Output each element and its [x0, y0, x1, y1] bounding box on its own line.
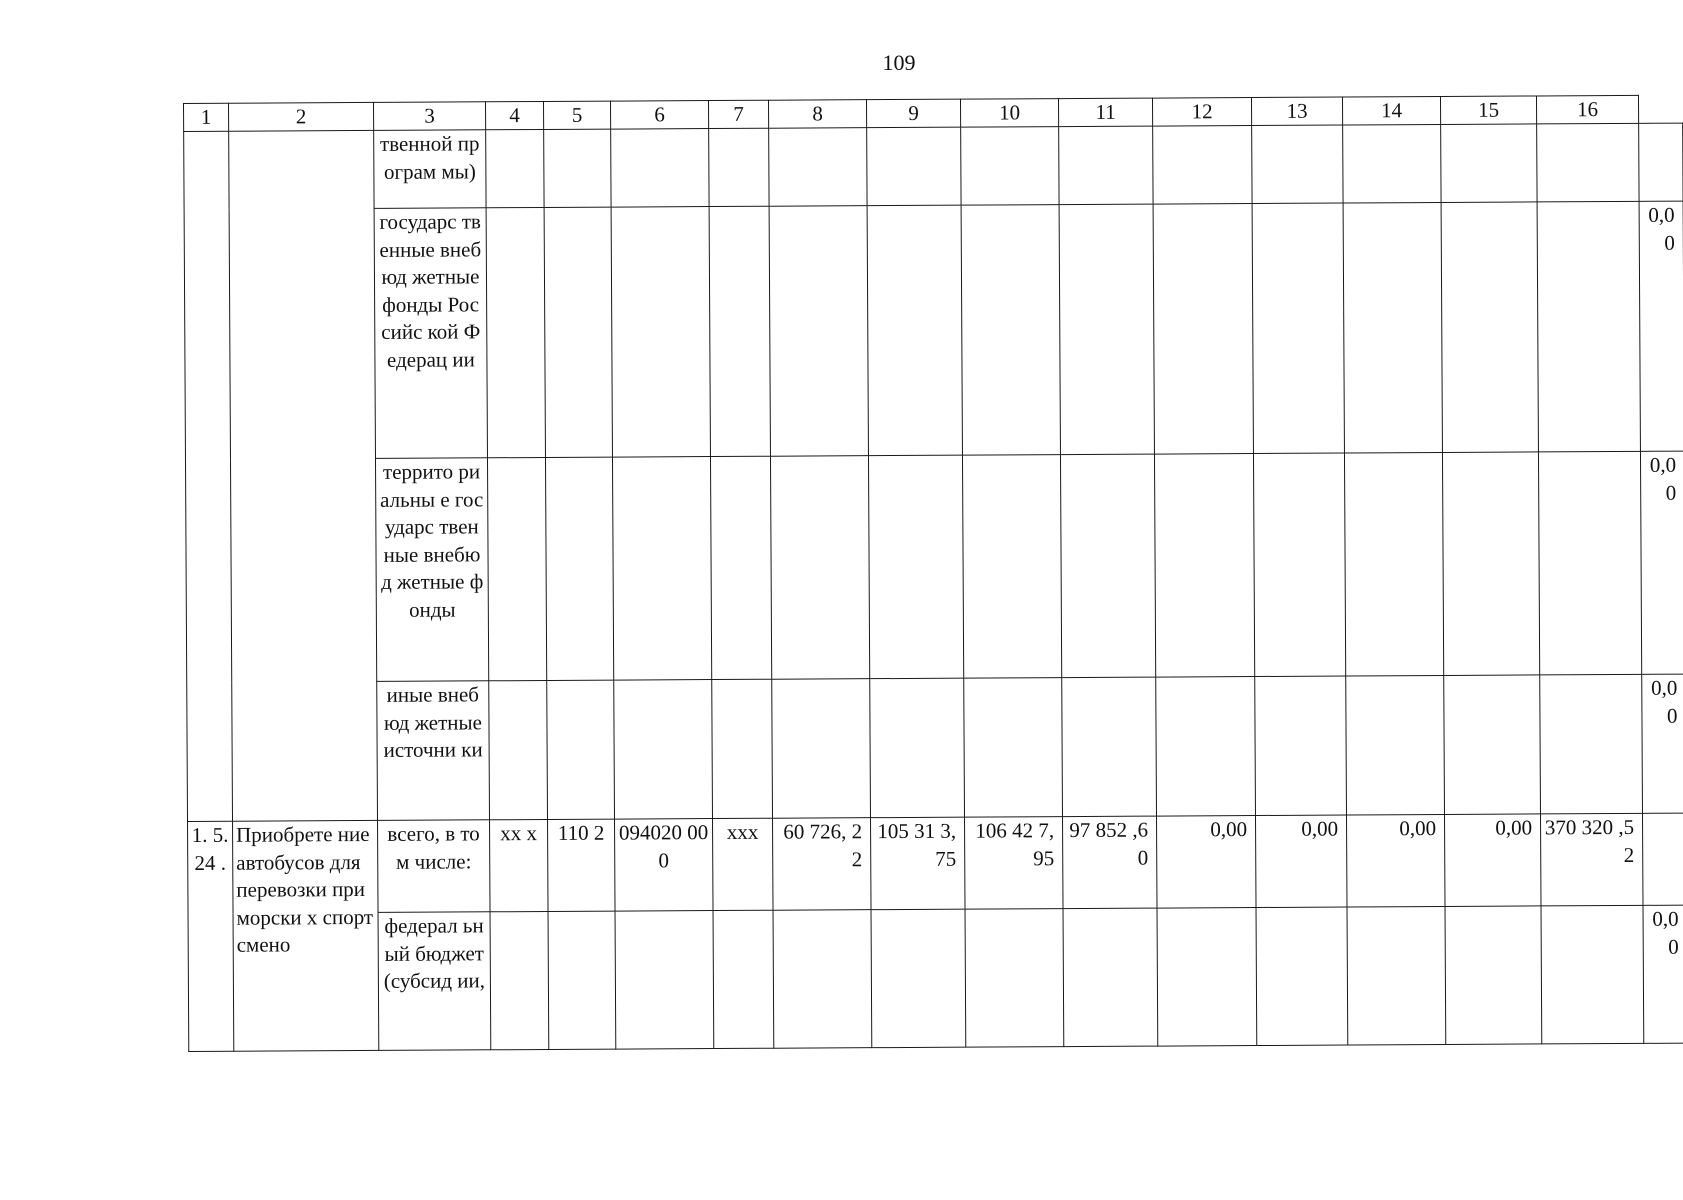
table-cell: [709, 128, 769, 206]
table-cell: [1252, 203, 1344, 454]
table-cell: [961, 127, 1059, 206]
table-cell: [1441, 124, 1537, 203]
table-cell: [1343, 124, 1441, 203]
table-cell: [1541, 905, 1644, 1044]
table-cell: [486, 207, 545, 457]
column-header: 2: [229, 102, 374, 131]
table-cell: [867, 127, 961, 206]
total-cell: 0,00: [1639, 201, 1683, 451]
column-header: 14: [1342, 96, 1440, 125]
funding-source-cell: государс твенные внебюд жетные фонды Российс кой Федерац ии: [374, 208, 487, 459]
table-cell: [868, 455, 963, 679]
table-cell: [1154, 454, 1254, 678]
table-cell: [961, 205, 1060, 456]
table-cell: [1537, 201, 1640, 452]
table-cell: [184, 131, 233, 821]
table-cell: [1540, 674, 1643, 814]
table-cell: [1157, 908, 1257, 1047]
table-row: [188, 905, 1683, 1051]
table-cell: 0,00: [1255, 815, 1347, 908]
table-cell: [612, 457, 711, 681]
funding-source-cell: всего, в том числе:: [378, 820, 491, 913]
funding-source-cell: террито риальны е государс твенные внебюд жетные фонды: [375, 458, 488, 682]
table-cell: [1442, 452, 1539, 676]
table-cell: [710, 456, 771, 679]
column-header: 11: [1058, 98, 1152, 127]
table-cell: [489, 680, 548, 819]
column-header: 12: [1152, 98, 1251, 127]
table-cell: [712, 679, 773, 818]
table-cell: [1059, 126, 1153, 205]
funding-source-cell: федерал ьный бюджет (субсид ии,: [378, 912, 491, 1051]
table-cell: [1062, 677, 1157, 817]
column-header: 10: [960, 99, 1058, 128]
table-cell: [1153, 126, 1252, 205]
table-cell: [615, 911, 714, 1050]
table-cell: ххх: [713, 818, 774, 910]
table-cell: [773, 910, 872, 1049]
table-cell: [1347, 906, 1446, 1045]
table-cell: [962, 455, 1061, 679]
column-header: 1: [184, 103, 229, 131]
column-header: 15: [1440, 96, 1536, 125]
table-cell: [1538, 451, 1641, 675]
table-cell: [1059, 204, 1154, 455]
table-row: [188, 813, 1683, 913]
total-cell: 370 320 ,52: [1540, 813, 1643, 906]
row-number-cell: 1. 5. 24 .: [188, 821, 234, 1051]
column-header: 16: [1536, 95, 1638, 124]
total-cell: 0,00: [1642, 674, 1683, 813]
table-cell: [713, 910, 774, 1048]
column-header: 5: [543, 101, 610, 129]
total-cell: 0,00: [1643, 905, 1683, 1043]
table-cell: [1537, 123, 1639, 202]
table-cell: хх х: [490, 819, 549, 911]
table-cell: [1343, 202, 1442, 453]
table-cell: [544, 207, 612, 457]
table-cell: [611, 129, 709, 208]
table-cell: 094020 000: [615, 819, 714, 912]
table-cell: [772, 679, 871, 819]
table-cell: 60 726, 22: [773, 818, 872, 911]
table-cell: 97 852 ,60: [1062, 816, 1157, 909]
table-cell: [770, 456, 869, 680]
table-cell: [548, 911, 616, 1049]
table-cell: [1255, 676, 1347, 816]
table-cell: [870, 678, 965, 818]
item-name-cell: Приобрете ние автобусов для перевозки приморски х спортсмено: [233, 820, 379, 1051]
table-cell: [614, 680, 713, 820]
table-cell: 106 42 7,95: [965, 817, 1064, 910]
budget-table: [183, 95, 1683, 1052]
table-cell: [1063, 908, 1158, 1047]
table-cell: [709, 206, 770, 456]
table-cell: [545, 457, 613, 680]
table-cell: [611, 207, 710, 458]
table-cell: [1060, 454, 1155, 678]
table-cell: [229, 130, 378, 821]
column-header: 6: [610, 101, 708, 130]
table-cell: [1445, 906, 1542, 1045]
table-cell: [1444, 675, 1541, 815]
table-cell: [1153, 204, 1253, 455]
table-cell: [1252, 125, 1343, 204]
table-cell: [544, 129, 611, 207]
table-cell: 0,00: [1156, 816, 1256, 909]
table-cell: [547, 680, 615, 819]
table-cell: [1441, 202, 1538, 453]
column-header: 7: [708, 100, 768, 128]
table-cell: 0,00: [1346, 814, 1445, 907]
table-cell: [490, 911, 549, 1049]
table-cell: [1346, 675, 1445, 815]
table-cell: [964, 678, 1063, 818]
column-header: 4: [485, 101, 543, 129]
table-cell: [1156, 677, 1256, 817]
table-cell: [1344, 452, 1443, 676]
funding-source-cell: иные внебюд жетные источни ки: [377, 681, 490, 821]
table-cell: 110 2: [548, 819, 616, 911]
table-cell: [1253, 453, 1345, 677]
total-cell: [1639, 123, 1683, 201]
budget-table-wrapper: [183, 95, 1683, 1052]
table-cell: [769, 206, 868, 457]
funding-source-cell: твенной програм мы): [374, 130, 486, 209]
table-row: [187, 674, 1683, 821]
table-cell: [769, 128, 867, 207]
column-header: 13: [1251, 97, 1342, 126]
table-row: [185, 451, 1683, 682]
table-row: [184, 201, 1683, 459]
table-cell: [487, 457, 546, 680]
table-cell: [867, 205, 962, 456]
table-cell: [1256, 907, 1348, 1046]
table-cell: 0,00: [1444, 814, 1541, 907]
table-cell: [965, 909, 1064, 1048]
table-cell: 105 31 3,75: [871, 817, 966, 910]
table-cell: [871, 909, 966, 1048]
table-row: [184, 123, 1683, 209]
total-cell: 0,00: [1640, 451, 1683, 674]
table-cell: [486, 129, 544, 207]
page-number: 109: [882, 50, 916, 75]
column-header: 8: [768, 100, 866, 129]
column-header: 3: [373, 102, 485, 131]
column-header: 9: [866, 99, 960, 128]
